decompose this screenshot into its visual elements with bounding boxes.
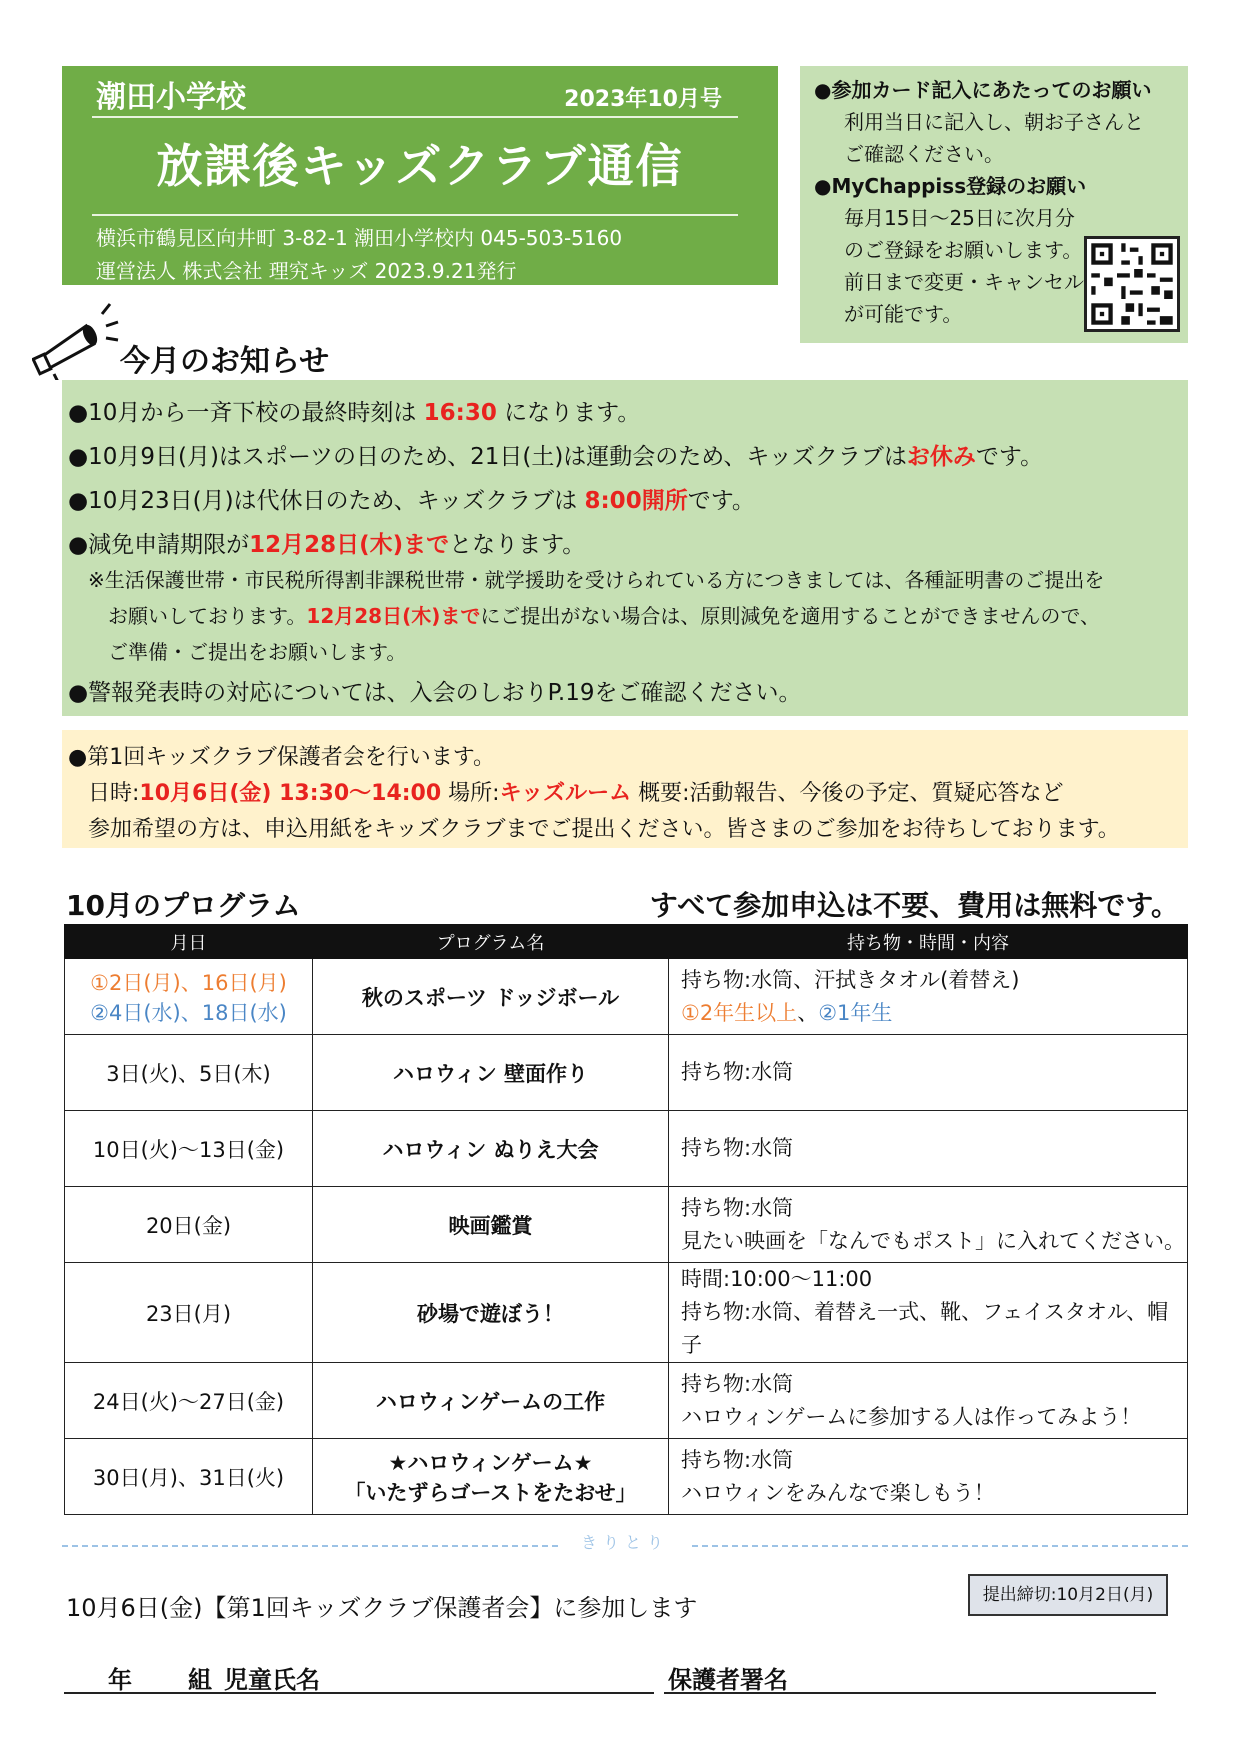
side-text: のご登録をお願いします。	[844, 238, 1083, 262]
column-header: 持ち物・時間・内容	[669, 925, 1188, 959]
date-cell: 30日(月)、31日(火)	[65, 1439, 313, 1515]
notice-line: ●10月23日(月)は代休日のため、キッズクラブは 8:00開所です。	[68, 488, 755, 514]
qr-icon	[1087, 239, 1177, 329]
table-row	[65, 1035, 1188, 1111]
side-heading-card: ●参加カード記入にあたってのお願い	[814, 78, 1152, 102]
class-label: 組	[188, 1666, 212, 1694]
child-name-field[interactable]	[64, 1658, 654, 1694]
apply-text: 10月6日(金)【第1回キッズクラブ保護者会】に参加します	[66, 1594, 698, 1622]
school-name: 潮田小学校	[96, 80, 246, 115]
qr-code[interactable]	[1084, 236, 1180, 332]
guardian-signature-field[interactable]	[664, 1658, 1156, 1694]
publisher: 運営法人 株式会社 理究キッズ 2023.9.21発行	[96, 259, 517, 283]
notice-line: ●警報発表時の対応については、入会のしおりP.19をご確認ください。	[68, 680, 802, 706]
program-name-cell: ハロウィン ぬりえ大会	[313, 1111, 669, 1187]
divider	[92, 214, 738, 216]
details-cell: 持ち物:水筒	[669, 1035, 1188, 1111]
date-cell: ①2日(月)、16日(月) ②4日(水)、18日(水)	[65, 959, 313, 1035]
deadline-badge: 提出締切:10月2日(月)	[968, 1574, 1168, 1616]
cut-label: きりとり	[560, 1530, 690, 1553]
notice-heading: 今月のお知らせ	[120, 344, 330, 379]
newsletter-title: 放課後キッズクラブ通信	[156, 139, 684, 193]
side-heading-chappiss: ●MyChappiss登録のお願い	[814, 174, 1087, 198]
date-cell: 10日(火)～13日(金)	[65, 1111, 313, 1187]
side-text: 利用当日に記入し、朝お子さんと	[844, 110, 1144, 134]
table-row	[65, 1111, 1188, 1187]
notice-line: ※生活保護世帯・市民税所得割非課税世帯・就学援助を受けられている方につきましては、各種証明書のご提出を	[88, 568, 1105, 592]
date-cell: 3日(火)、5日(木)	[65, 1035, 313, 1111]
table-row	[65, 1363, 1188, 1439]
table-header	[65, 925, 1188, 959]
divider	[92, 116, 738, 118]
program-name-cell: 映画鑑賞	[313, 1187, 669, 1263]
program-name-cell: 砂場で遊ぼう！	[313, 1263, 669, 1363]
details-cell: 持ち物:水筒 ハロウィンゲームに参加する人は作ってみよう！	[669, 1363, 1188, 1439]
program-name-cell: ★ハロウィンゲーム★ 「いたずらゴーストをたおせ」	[313, 1439, 669, 1515]
column-header: プログラム名	[313, 925, 669, 959]
newsletter-header	[62, 66, 778, 285]
side-text: ご確認ください。	[844, 142, 1004, 166]
megaphone-icon	[32, 300, 122, 384]
details-cell: 持ち物:水筒、汗拭きタオル(着替え) ①2年生以上、②1年生	[669, 959, 1188, 1035]
notice-box	[62, 380, 1188, 716]
program-table	[64, 924, 1188, 1515]
program-name-cell: ハロウィン 壁面作り	[313, 1035, 669, 1111]
table-row	[65, 1439, 1188, 1515]
grade-label: 年	[108, 1666, 132, 1694]
details-cell: 持ち物:水筒	[669, 1111, 1188, 1187]
table-row	[65, 1263, 1188, 1363]
date-cell: 23日(月)	[65, 1263, 313, 1363]
meeting-line: 日時:10月6日(金) 13:30～14:00 場所:キッズルーム 概要:活動報告、今後の予定、質疑応答など	[88, 781, 1064, 806]
side-text: 毎月15日～25日に次月分	[844, 206, 1075, 230]
program-name-cell: 秋のスポーツ ドッジボール	[313, 959, 669, 1035]
meeting-line: ●第1回キッズクラブ保護者会を行います。	[68, 745, 495, 770]
notice-line: ご準備・ご提出をお願いします。	[108, 640, 407, 664]
address: 横浜市鶴見区向井町 3-82-1 潮田小学校内 045-503-5160	[96, 226, 623, 250]
notice-line: ●10月から一斉下校の最終時刻は 16:30 になります。	[68, 400, 641, 426]
issue-label: 2023年10月号	[564, 87, 722, 112]
details-cell: 持ち物:水筒 見たい映画を「なんでもポスト」に入れてください。	[669, 1187, 1188, 1263]
side-text: 前日まで変更・キャンセル	[844, 270, 1084, 294]
date-cell: 20日(金)	[65, 1187, 313, 1263]
notice-line: ●減免申請期限が12月28日(木)までとなります。	[68, 532, 586, 558]
notice-line: お願いしております。12月28日(木)までにご提出がない場合は、原則減免を適用することができませんので、	[108, 604, 1100, 628]
meeting-box	[62, 730, 1188, 848]
program-heading: 10月のプログラム	[66, 889, 301, 922]
program-name-cell: ハロウィンゲームの工作	[313, 1363, 669, 1439]
table-row	[65, 1187, 1188, 1263]
table-row	[65, 959, 1188, 1035]
child-name-label: 児童氏名	[224, 1666, 320, 1694]
guardian-label: 保護者署名	[668, 1666, 788, 1694]
details-cell: 時間:10:00～11:00 持ち物:水筒、着替え一式、靴、フェイスタオル、帽子	[669, 1263, 1188, 1363]
notice-line: ●10月9日(月)はスポーツの日のため、21日(土)は運動会のため、キッズクラブはお休みです。	[68, 444, 1044, 470]
meeting-line: 参加希望の方は、申込用紙をキッズクラブまでご提出ください。皆さまのご参加をお待ちしております。	[88, 817, 1120, 842]
date-cell: 24日(火)～27日(金)	[65, 1363, 313, 1439]
column-header: 月日	[65, 925, 313, 959]
details-cell: 持ち物:水筒 ハロウィンをみんなで楽しもう！	[669, 1439, 1188, 1515]
side-text: が可能です。	[844, 302, 963, 326]
program-note: すべて参加申込は不要、費用は無料です。	[649, 889, 1179, 922]
